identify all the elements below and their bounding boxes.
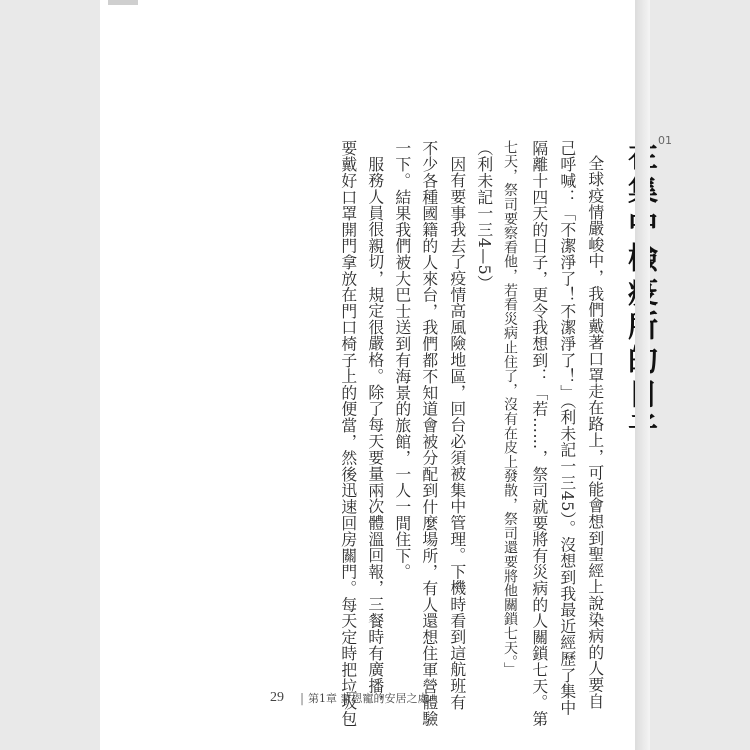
text-column: 己呼喊：「不潔淨了！不潔淨了！」（利未記一三45）。沒想到我最近經歷了集中 xyxy=(557,140,577,716)
text-column: 要戴好口罩開門拿放在門口椅子上的便當，然後迅速回房關門。每天定時把垃圾包 xyxy=(338,140,358,727)
running-head: 第1章 蒙恩寵的安居之處 xyxy=(308,692,429,705)
page-number: 29 xyxy=(270,690,284,705)
chapter-number: 01 xyxy=(658,134,672,147)
text-column: 服務人員很親切，規定很嚴格。除了每天要量兩次體溫回報，三餐時有廣播， xyxy=(365,156,385,711)
book-spine-edge xyxy=(635,0,650,750)
top-edge-mark xyxy=(108,0,138,5)
page-footer xyxy=(270,690,429,706)
text-column: 因有要事我去了疫情高風險地區，回台必須被集中管理。下機時看到這航班有 xyxy=(447,156,467,711)
text-column: 一下。結果我們被大巴士送到有海景的旅館，一人一間住下。 xyxy=(392,140,412,581)
text-column: （利未記一三4—5） xyxy=(474,140,494,292)
text-column: 隔離十四天的日子，更令我想到：「若……，祭司就要將有災病的人關鎖七天。第 xyxy=(529,140,549,727)
text-column: 不少各種國籍的人來台，我們都不知道會被分配到什麼場所，有人還想住軍營體驗 xyxy=(419,140,439,727)
footer-separator: | xyxy=(300,691,305,705)
text-column: 全球疫情嚴峻中，我們戴著口罩走在路上，可能會想到聖經上說染病的人要自 xyxy=(585,155,605,710)
book-page xyxy=(100,0,672,750)
text-column-quote: 七天，祭司要察看他，若看災病止住了，沒有在皮上發散，祭司還要將他關鎖七天。」 xyxy=(502,140,518,677)
